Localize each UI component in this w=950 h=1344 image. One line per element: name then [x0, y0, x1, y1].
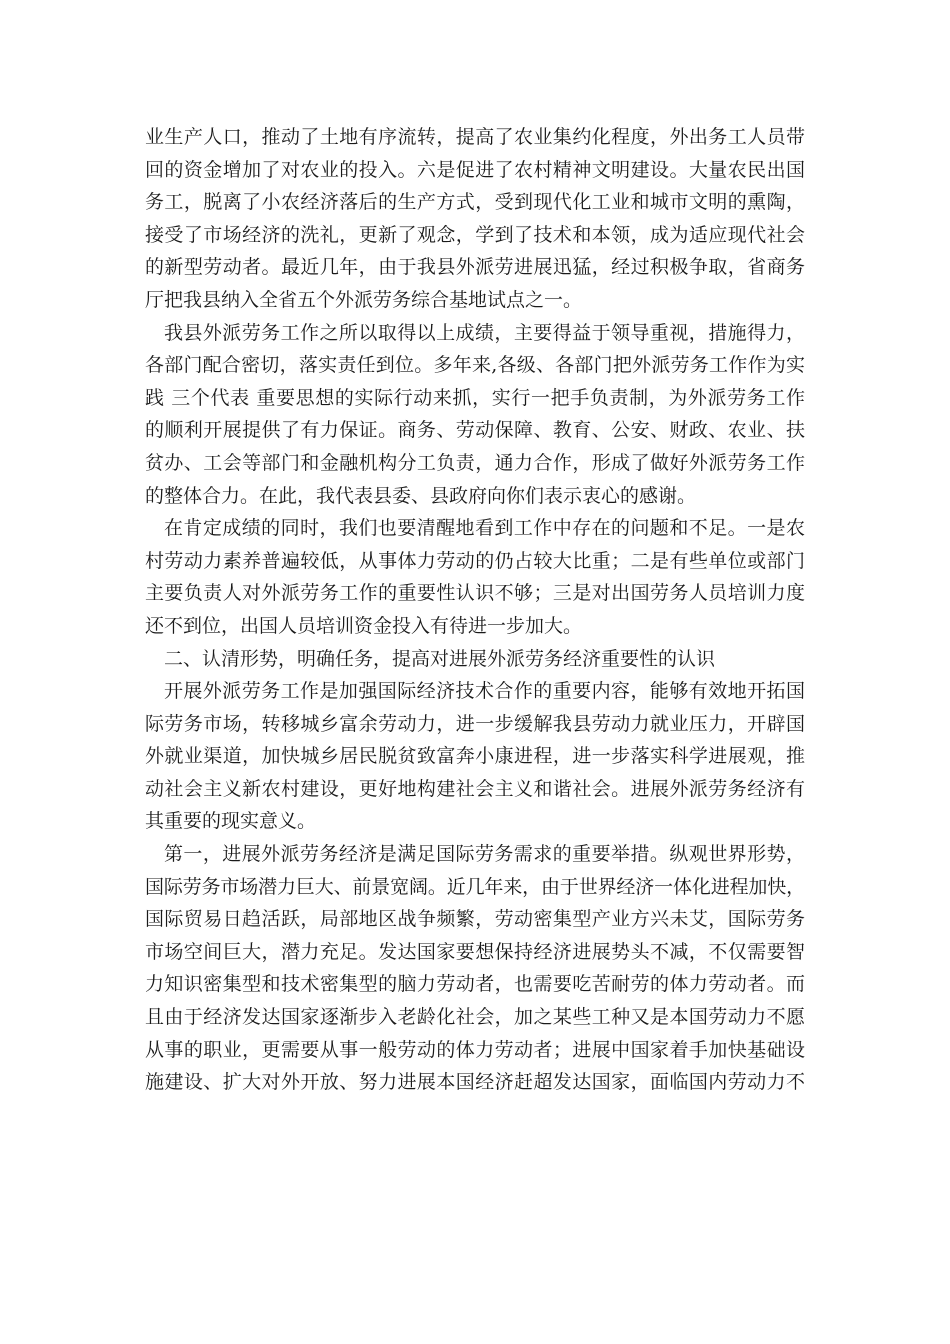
text-line: 动社会主义新农村建设，更好地构建社会主义和谐社会。进展外派劳务经济有: [145, 777, 805, 800]
text-line: 力知识密集型和技术密集型的脑力劳动者，也需要吃苦耐劳的体力劳动者。而: [145, 973, 805, 996]
text-line: 二、认清形势，明确任务，提高对进展外派劳务经济重要性的认识: [164, 647, 716, 670]
text-line: 我县外派劳务工作之所以取得以上成绩，主要得益于领导重视，措施得力，: [164, 321, 805, 344]
text-line: 的整体合力。在此，我代表县委、县政府向你们表示衷心的感谢。: [145, 484, 697, 507]
text-line: 国际劳务市场潜力巨大、前景宽阔。近几年来，由于世界经济一体化进程加快，: [145, 875, 806, 898]
text-line: 业生产人口，推动了土地有序流转，提高了农业集约化程度，外出务工人员带: [145, 126, 805, 148]
text-line: 且由于经济发达国家逐渐步入老龄化社会，加之某些工种又是本国劳动力不愿: [145, 1006, 805, 1029]
text-line: 村劳动力素养普遍较低，从事体力劳动的仍占较大比重；二是有些单位或部门: [145, 549, 805, 572]
text-line: 务工，脱离了小农经济落后的生产方式，受到现代化工业和城市文明的熏陶，: [145, 191, 805, 214]
text-line: 开展外派劳务工作是加强国际经济技术合作的重要内容，能够有效地开拓国: [164, 680, 805, 703]
text-line: 在肯定成绩的同时，我们也要清醒地看到工作中存在的问题和不足。一是农: [164, 517, 805, 540]
text-line: 回的资金增加了对农业的投入。六是促进了农村精神文明建设。大量农民出国: [145, 158, 805, 181]
text-line: 外就业渠道，加快城乡居民脱贫致富奔小康进程，进一步落实科学进展观，推: [145, 745, 805, 768]
text-line: 各部门配合密切，落实责任到位。多年来,各级、各部门把外派劳务工作作为实: [145, 354, 805, 377]
text-line: 还不到位，出国人员培训资金投入有待进一步加大。: [145, 614, 583, 637]
text-line: 从事的职业，更需要从事一般劳动的体力劳动者；进展中国家着手加快基础设: [145, 1038, 805, 1061]
text-line: 第一，进展外派劳务经济是满足国际劳务需求的重要举措。纵观世界形势，: [164, 843, 805, 866]
text-line: 的新型劳动者。最近几年，由于我县外派劳进展迅猛，经过积极争取，省商务: [145, 256, 805, 279]
text-line: 主要负责人对外派劳务工作的重要性认识不够；三是对出国劳务人员培训力度: [145, 582, 805, 605]
text-line: 贫办、工会等部门和金融机构分工负责，通力合作，形成了做好外派劳务工作: [145, 451, 805, 474]
text-line: 施建设、扩大对外开放、努力进展本国经济赶超发达国家，面临国内劳动力不: [145, 1071, 805, 1094]
text-line: 际劳务市场，转移城乡富余劳动力，进一步缓解我县劳动力就业压力，开辟国: [145, 712, 805, 735]
text-line: 接受了市场经济的洗礼，更新了观念，学到了技术和本领，成为适应现代社会: [145, 223, 805, 246]
text-line: 的顺利开展提供了有力保证。商务、劳动保障、教育、公安、财政、农业、扶: [145, 419, 805, 442]
text-line: 厅把我县纳入全省五个外派劳务综合基地试点之一。: [145, 288, 583, 311]
text-line: 国际贸易日趋活跃，局部地区战争频繁，劳动密集型产业方兴未艾，国际劳务: [145, 908, 805, 931]
text-line: 践 三个代表 重要思想的实际行动来抓，实行一把手负责制，为外派劳务工作: [145, 386, 805, 409]
text-line: 其重要的现实意义。: [145, 810, 317, 833]
text-line: 市场空间巨大，潜力充足。发达国家要想保持经济进展势头不减，不仅需要智: [145, 940, 805, 963]
document-body: [145, 121, 805, 1099]
